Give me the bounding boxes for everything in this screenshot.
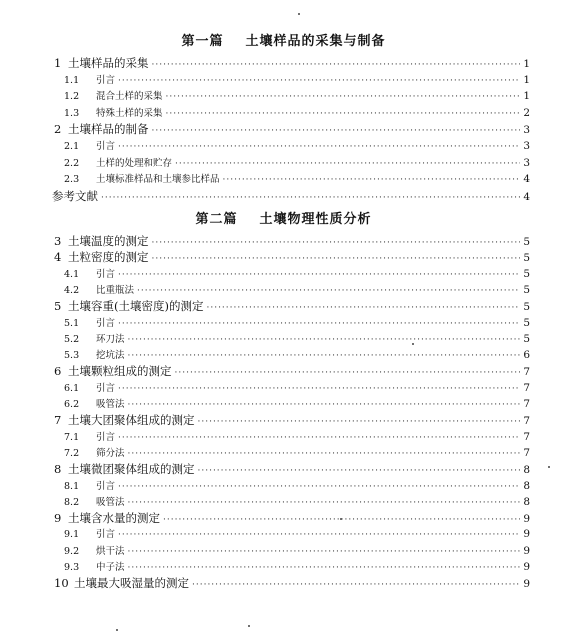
page-number: 9 — [523, 544, 530, 557]
scan-speck — [340, 518, 342, 520]
toc-entry — [54, 56, 530, 71]
section-title: 吸管法 — [96, 496, 125, 508]
section-title: 引言 — [96, 480, 116, 492]
section-title: 引言 — [96, 431, 116, 443]
dot-leader — [166, 107, 521, 122]
section-number: 6 — [54, 364, 62, 379]
dot-leader — [128, 561, 521, 576]
page-number: 7 — [523, 398, 530, 410]
page-number: 8 — [523, 479, 530, 492]
section-number: 8.1 — [64, 480, 80, 492]
toc-entry — [64, 430, 530, 445]
toc-entry — [64, 267, 530, 282]
dot-leader — [118, 317, 520, 332]
toc-entry — [64, 348, 530, 363]
section-title: 环刀法 — [96, 333, 125, 345]
page-number: 3 — [523, 140, 530, 152]
scan-speck — [412, 343, 414, 345]
section-number: 5.2 — [64, 333, 80, 345]
page-number: 1 — [523, 58, 530, 70]
toc-entry — [64, 381, 530, 396]
toc-entry — [64, 479, 530, 494]
section-title: 引言 — [96, 529, 116, 541]
page-number: 5 — [523, 252, 530, 265]
part2-heading: 第二篇 土壤物理性质分析 — [195, 212, 372, 227]
section-number: 8.2 — [64, 496, 80, 508]
section-title: 引言 — [96, 317, 116, 329]
section-number: 7 — [54, 413, 62, 428]
section-number: 7.1 — [64, 431, 80, 443]
dot-leader — [128, 349, 521, 364]
dot-leader — [128, 398, 521, 413]
toc-entry — [64, 172, 530, 187]
section-title: 中子法 — [96, 562, 125, 573]
section-title: 土壤容重(土壤密度)的测定 — [68, 299, 204, 314]
toc-entry — [64, 156, 530, 171]
dot-leader — [152, 58, 521, 73]
dot-leader — [152, 252, 521, 267]
section-title: 引言 — [96, 382, 116, 394]
dot-leader — [118, 528, 520, 543]
page-number: 2 — [523, 106, 530, 119]
toc-entry — [64, 332, 530, 347]
section-number: 8 — [54, 462, 62, 477]
toc-entry — [64, 73, 530, 88]
section-title: 引言 — [96, 74, 116, 86]
toc-entry — [64, 89, 530, 104]
dot-leader — [175, 157, 520, 172]
section-title: 烘干法 — [96, 545, 125, 557]
dot-leader — [128, 447, 521, 462]
page-number: 8 — [523, 495, 530, 508]
dot-leader — [118, 382, 520, 397]
dot-leader — [101, 191, 520, 206]
page-number: 3 — [523, 124, 530, 137]
page-number: 7 — [523, 430, 530, 443]
toc-entry — [64, 446, 530, 461]
section-title: 土壤含水量的测定 — [68, 511, 160, 526]
dot-leader — [223, 173, 521, 188]
section-number: 4.1 — [64, 268, 80, 280]
section-number: 1.1 — [64, 74, 80, 86]
toc-entry — [64, 544, 530, 559]
section-number: 9.1 — [64, 529, 80, 541]
page-number: 3 — [523, 156, 530, 169]
toc-entry — [64, 283, 530, 298]
page-number: 5 — [523, 301, 530, 314]
scan-speck — [116, 629, 118, 631]
section-number: 9.2 — [64, 545, 80, 557]
section-title: 土壤微团聚体组成的测定 — [68, 462, 195, 477]
section-title: 土壤标准样品和土壤参比样品 — [96, 174, 220, 186]
dot-leader — [152, 124, 521, 139]
page-number: 5 — [523, 332, 530, 345]
section-title: 土壤温度的测定 — [68, 234, 149, 248]
toc-entry — [54, 364, 530, 379]
section-number: 1.2 — [64, 91, 80, 103]
toc-entry — [64, 560, 530, 575]
scan-speck — [548, 466, 550, 468]
scan-speck — [298, 13, 300, 15]
section-title: 土壤样品的制备 — [68, 122, 149, 137]
section-number: 2 — [54, 122, 62, 137]
toc-entry — [54, 511, 530, 526]
page-number: 5 — [523, 316, 530, 329]
page-number: 5 — [523, 267, 530, 280]
toc-entry — [54, 576, 530, 591]
section-number: 5 — [54, 299, 62, 314]
page-number: 7 — [523, 366, 530, 379]
section-number: 5.1 — [64, 317, 80, 329]
toc-entry — [54, 250, 530, 265]
page-number: 8 — [523, 464, 530, 477]
section-number: 6.1 — [64, 382, 80, 394]
toc-entry — [54, 462, 530, 477]
dot-leader — [152, 236, 521, 251]
scan-speck — [248, 625, 250, 627]
section-title: 挖坑法 — [96, 350, 125, 362]
section-number: 1.3 — [64, 107, 80, 119]
section-number: 4.2 — [64, 284, 80, 296]
section-title: 土壤大团聚体组成的测定 — [68, 413, 195, 428]
section-number: 2.3 — [64, 174, 80, 186]
section-number: 4 — [54, 250, 62, 265]
page-number: 7 — [523, 415, 530, 428]
dot-leader — [175, 366, 521, 381]
page-number: 1 — [523, 90, 530, 103]
section-title: 筛分法 — [96, 447, 125, 459]
page-number: 7 — [523, 381, 530, 394]
page-number: 9 — [523, 528, 530, 541]
page-number: 7 — [523, 446, 530, 459]
section-title: 土粒密度的测定 — [68, 250, 149, 265]
section-number: 3 — [54, 234, 62, 248]
section-number: 5.3 — [64, 350, 80, 362]
part1-heading: 第一篇 土壤样品的采集与制备 — [181, 34, 386, 49]
section-title: 土壤颗粒组成的测定 — [68, 364, 172, 379]
section-number: 1 — [54, 56, 62, 70]
section-number: 9.3 — [64, 562, 80, 573]
toc-entry — [54, 413, 530, 428]
toc-entry — [64, 316, 530, 331]
section-number: 7.2 — [64, 447, 80, 459]
section-title: 比重瓶法 — [96, 284, 135, 296]
section-title: 吸管法 — [96, 399, 125, 410]
section-title: 土样的处理和贮存 — [96, 157, 173, 169]
page-number: 6 — [523, 349, 530, 362]
section-number: 9 — [54, 511, 62, 526]
dot-leader — [198, 464, 521, 479]
section-number: 2.2 — [64, 157, 80, 169]
dot-leader — [118, 74, 520, 89]
page-number: 9 — [523, 513, 530, 526]
toc-entry — [52, 189, 530, 204]
page-number: 4 — [523, 173, 530, 186]
dot-leader — [118, 431, 520, 446]
page-number: 1 — [523, 73, 530, 86]
toc-entry — [54, 299, 530, 314]
dot-leader — [118, 480, 520, 495]
dot-leader — [166, 90, 521, 105]
page-number: 5 — [523, 236, 530, 248]
toc-entry — [64, 106, 530, 121]
toc-entry — [54, 122, 530, 137]
section-title: 引言 — [96, 141, 116, 152]
page-number: 4 — [523, 190, 530, 203]
section-number: 10 — [54, 576, 69, 591]
dot-leader — [192, 578, 520, 593]
dot-leader — [128, 333, 521, 348]
dot-leader — [163, 513, 520, 528]
toc-entry — [64, 139, 530, 154]
dot-leader — [128, 496, 521, 511]
section-title: 土壤最大吸湿量的测定 — [74, 576, 189, 591]
dot-leader — [198, 415, 521, 430]
section-number: 2.1 — [64, 141, 80, 152]
toc-entry — [64, 527, 530, 542]
page-number: 5 — [523, 283, 530, 296]
section-title: 引言 — [96, 268, 116, 280]
toc-entry — [54, 234, 530, 249]
dot-leader — [118, 268, 520, 283]
dot-leader — [206, 301, 520, 316]
dot-leader — [137, 284, 520, 299]
page-number: 9 — [523, 561, 530, 573]
section-title: 参考文献 — [52, 188, 98, 203]
section-title: 土壤样品的采集 — [68, 56, 149, 70]
section-title: 混合土样的采集 — [96, 91, 163, 103]
section-title: 特殊土样的采集 — [96, 107, 163, 119]
dot-leader — [118, 140, 520, 155]
toc-entry — [64, 397, 530, 412]
dot-leader — [128, 545, 521, 560]
toc-entry — [64, 495, 530, 510]
section-number: 6.2 — [64, 399, 80, 410]
page-number: 9 — [523, 578, 530, 591]
